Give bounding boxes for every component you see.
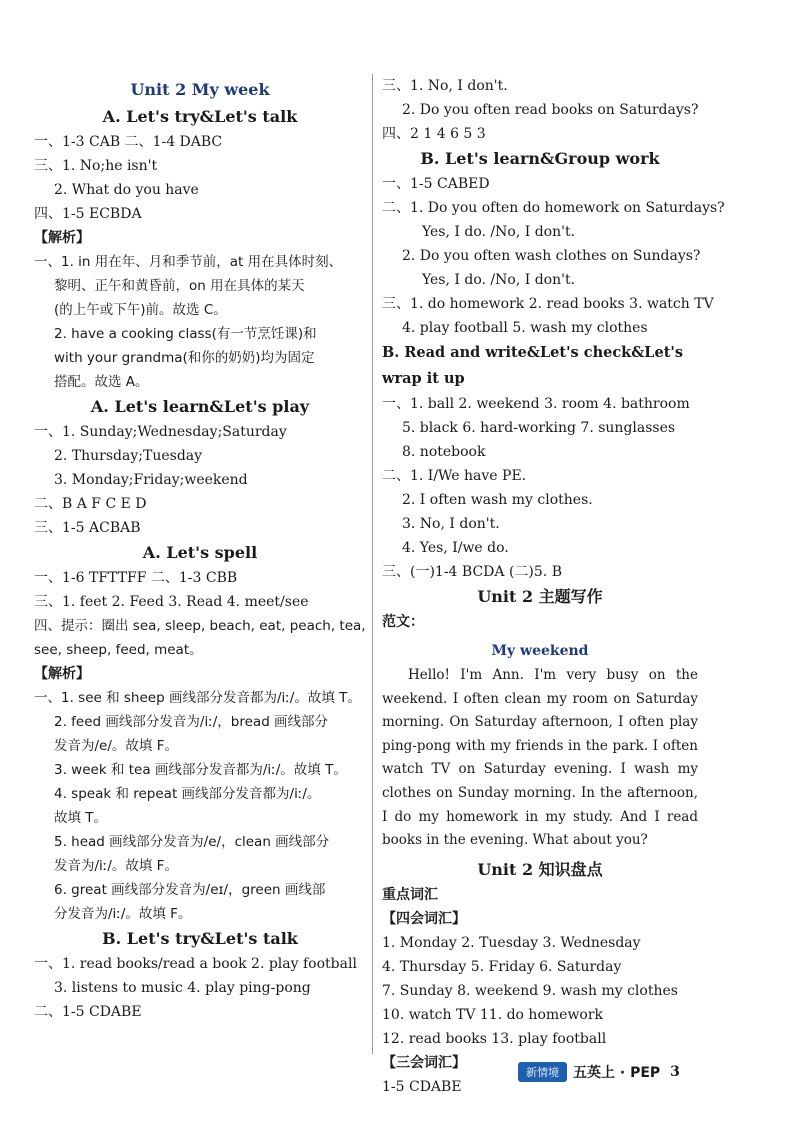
answer-line: 二、1-5 CDABE bbox=[34, 1004, 142, 1020]
analysis-label: 【解析】 bbox=[34, 230, 90, 246]
analysis-line: with your grandma(和你的奶奶)均为固定 bbox=[54, 350, 315, 366]
page-number: 3 bbox=[670, 1064, 680, 1080]
right-column bbox=[382, 74, 725, 1099]
three-skill-label: 【三会词汇】 bbox=[382, 1054, 466, 1071]
answer-line: 三、1. No;he isn't bbox=[34, 158, 158, 174]
answer-line: 3. Monday;Friday;weekend bbox=[54, 472, 248, 488]
analysis-line: 一、1. in 用在年、月和季节前，at 用在具体时刻、 bbox=[34, 254, 343, 270]
section-title: A. Let's try&Let's talk bbox=[102, 107, 298, 126]
analysis-line: 搭配。故选 A。 bbox=[54, 374, 149, 390]
answer-line: 2. What do you have bbox=[54, 182, 199, 198]
analysis-line: 2. feed 画线部分发音为/iː/，bread 画线部分 bbox=[54, 714, 329, 730]
grade-label: 五英上 · PEP bbox=[573, 1065, 661, 1081]
answer-line: 二、B A F C E D bbox=[34, 496, 147, 512]
vocab-label: 重点词汇 bbox=[382, 886, 438, 903]
analysis-line: 发音为/iː/。故填 F。 bbox=[54, 858, 178, 874]
answer-line: 5. black 6. hard-working 7. sunglasses bbox=[402, 420, 676, 436]
analysis-line: 发音为/e/。故填 F。 bbox=[54, 738, 178, 754]
answer-line: 3. No, I don't. bbox=[402, 516, 500, 532]
analysis-line: 6. great 画线部分发音为/eɪ/，green 画线部 bbox=[54, 882, 326, 898]
answer-line: 一、1. read books/read a book 2. play football bbox=[34, 956, 357, 972]
analysis-line: 3. week 和 tea 画线部分发音都为/iː/。故填 T。 bbox=[54, 762, 347, 778]
answer-line: 二、1. I/We have PE. bbox=[382, 468, 527, 484]
analysis-line: 2. have a cooking class(有一节烹饪课)和 bbox=[54, 326, 317, 342]
answer-line: 3. listens to music 4. play ping-pong bbox=[54, 980, 311, 996]
unit-title: Unit 2 My week bbox=[130, 80, 270, 99]
vocab-line: 1-5 CDABE bbox=[382, 1078, 462, 1095]
analysis-label: 【解析】 bbox=[34, 666, 90, 682]
analysis-line: (的上午或下午)前。故选 C。 bbox=[54, 302, 227, 318]
answer-line: 三、1. feet 2. Feed 3. Read 4. meet/see bbox=[34, 594, 309, 610]
answer-line: 四、提示：圈出 sea, sleep, beach, eat, peach, tea, bbox=[34, 618, 366, 634]
vocab-line: 12. read books 13. play football bbox=[382, 1030, 607, 1047]
answer-line: 三、1-5 ACBAB bbox=[34, 520, 141, 536]
answer-line: 2. Do you often read books on Saturdays? bbox=[402, 102, 699, 118]
section-title: A. Let's learn&Let's play bbox=[90, 397, 310, 416]
vocab-line: 10. watch TV 11. do homework bbox=[382, 1006, 604, 1023]
page-footer bbox=[518, 1060, 680, 1084]
answer-line: 8. notebook bbox=[402, 444, 486, 460]
analysis-line: 4. speak 和 repeat 画线部分发音都为/iː/。 bbox=[54, 786, 321, 802]
vocab-line: 4. Thursday 5. Friday 6. Saturday bbox=[382, 958, 622, 975]
review-title: Unit 2 知识盘点 bbox=[477, 859, 603, 879]
column-divider bbox=[372, 74, 373, 1054]
essay-title: My weekend bbox=[491, 643, 589, 659]
analysis-line: 5. head 画线部分发音为/e/，clean 画线部分 bbox=[54, 834, 330, 850]
answer-line: 4. play football 5. wash my clothes bbox=[402, 320, 648, 336]
answer-line: 二、1. Do you often do homework on Saturdays? bbox=[382, 200, 725, 216]
answer-line: 2. Thursday;Tuesday bbox=[54, 448, 203, 464]
writing-title: Unit 2 主题写作 bbox=[477, 587, 603, 606]
answer-line: 一、1-5 CABED bbox=[382, 176, 490, 192]
essay-body: Hello! I'm Ann. I'm very busy on the weekend. I often clean my room on Saturday morning. On Saturday afternoon, I often play ping-pong with my friends in the park. I often watch TV on Saturday evening. I wash my clothes on Sunday morning. In the afternoon, I do my homework in my study. And I read books in the evening. What about you? bbox=[382, 667, 698, 849]
answer-line: 2. Do you often wash clothes on Sundays? bbox=[402, 248, 701, 264]
answer-line: 一、1-3 CAB 二、1-4 DABC bbox=[34, 134, 223, 150]
four-skill-label: 【四会词汇】 bbox=[382, 910, 466, 927]
analysis-line: 一、1. see 和 sheep 画线部分发音都为/iː/。故填 T。 bbox=[34, 690, 361, 706]
answer-line: 2. I often wash my clothes. bbox=[402, 492, 593, 508]
section-title: B. Let's learn&Group work bbox=[420, 149, 660, 168]
answer-line: 三、1. No, I don't. bbox=[382, 78, 508, 94]
answer-line: 一、1-6 TFTTFF 二、1-3 CBB bbox=[34, 570, 238, 586]
analysis-line: 分发音为/iː/。故填 F。 bbox=[54, 906, 192, 922]
answer-line: 一、1. ball 2. weekend 3. room 4. bathroom bbox=[382, 396, 690, 412]
publisher-logo: 新情境 bbox=[518, 1062, 567, 1082]
answer-line: Yes, I do. /No, I don't. bbox=[422, 224, 576, 240]
vocab-line: 1. Monday 2. Tuesday 3. Wednesday bbox=[382, 934, 641, 951]
analysis-line: 故填 T。 bbox=[54, 810, 108, 826]
section-title: A. Let's spell bbox=[142, 543, 258, 562]
answer-line: 四、2 1 4 6 5 3 bbox=[382, 126, 486, 142]
answer-line: 一、1. Sunday;Wednesday;Saturday bbox=[34, 424, 287, 440]
section-title: B. Let's try&Let's talk bbox=[102, 929, 298, 948]
answer-line: 四、1-5 ECBDA bbox=[34, 206, 142, 222]
answer-line: 三、1. do homework 2. read books 3. watch TV bbox=[382, 296, 714, 312]
answer-line: Yes, I do. /No, I don't. bbox=[422, 272, 576, 288]
section-title: B. Read and write&Let's check&Let's wrap it up bbox=[382, 344, 684, 387]
answer-line: see, sheep, feed, meat。 bbox=[34, 642, 203, 658]
answer-line: 4. Yes, I/we do. bbox=[402, 540, 509, 556]
answer-line: 三、(一)1-4 BCDA (二)5. B bbox=[382, 564, 562, 580]
left-column bbox=[34, 74, 366, 1024]
analysis-line: 黎明、正午和黄昏前，on 用在具体的某天 bbox=[54, 278, 305, 294]
vocab-line: 7. Sunday 8. weekend 9. wash my clothes bbox=[382, 982, 678, 999]
sample-label: 范文： bbox=[382, 614, 424, 630]
